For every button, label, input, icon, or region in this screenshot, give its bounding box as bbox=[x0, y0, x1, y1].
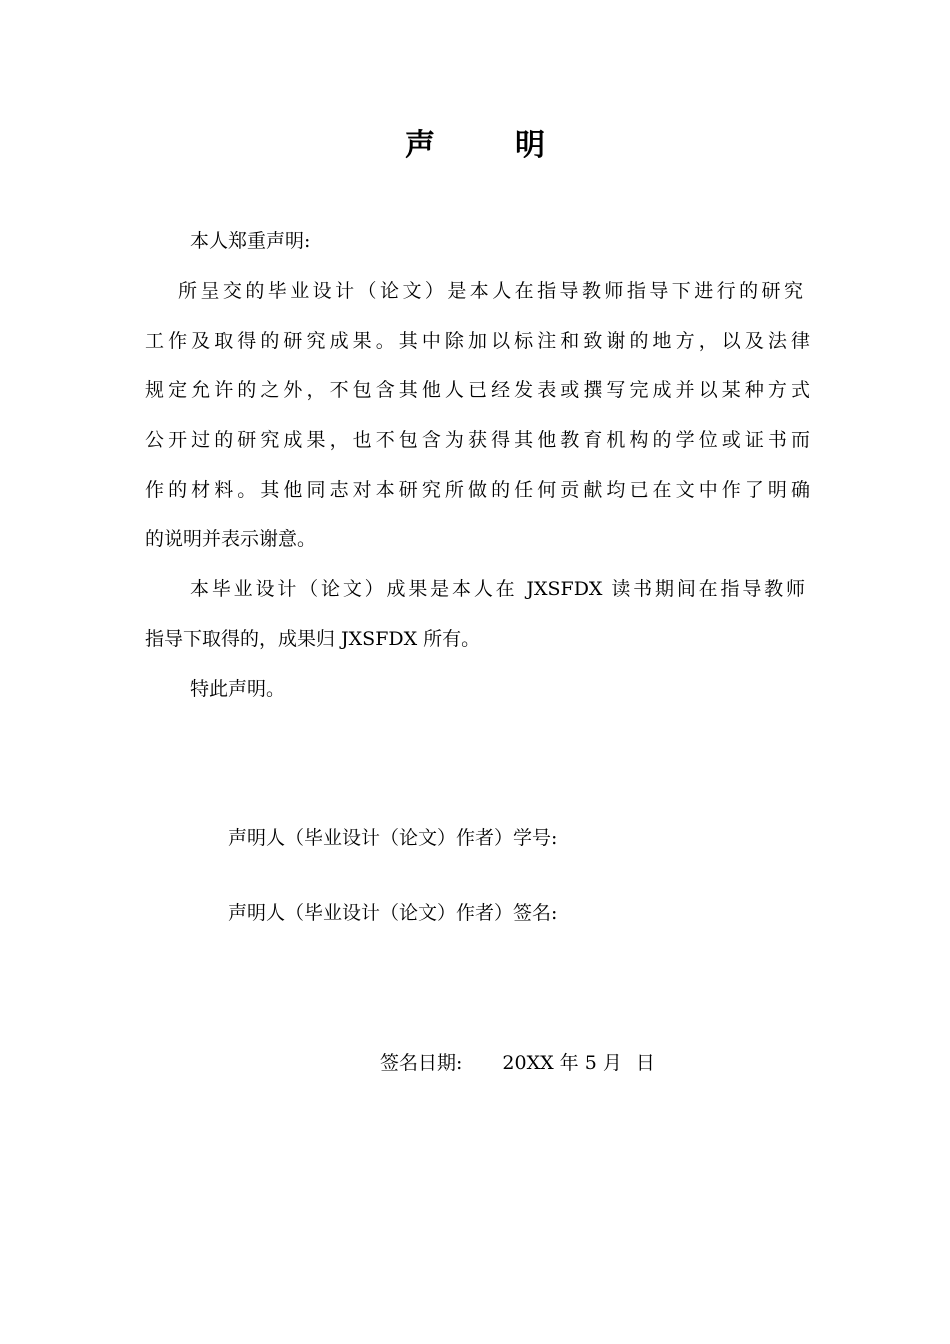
paragraph1-line-4: 公开过的研究成果，也不包含为获得其他教育机构的学位或证书而 bbox=[145, 429, 810, 451]
student-id-label: 声明人（毕业设计（论文）作者）学号: bbox=[228, 827, 558, 849]
signature-date bbox=[380, 1048, 655, 1078]
title-part-2: 明 bbox=[515, 128, 545, 163]
paragraph1-line-2: 工作及取得的研究成果。其中除加以标注和致谢的地方，以及法律 bbox=[145, 330, 810, 352]
paragraph2-line-1: 本毕业设计（论文）成果是本人在 JXSFDX 读书期间在指导教师 bbox=[190, 578, 805, 600]
paragraph2-line-2: 指导下取得的，成果归 JXSFDX 所有。 bbox=[145, 628, 481, 650]
paragraph1-line-6: 的说明并表示谢意。 bbox=[145, 528, 317, 550]
page-title bbox=[0, 120, 950, 164]
intro-line: 本人郑重声明: bbox=[190, 230, 311, 252]
closing-line: 特此声明。 bbox=[190, 678, 286, 700]
date-year: 20XX 年 bbox=[502, 1052, 579, 1074]
paragraph1-line-3: 规定允许的之外，不包含其他人已经发表或撰写完成并以某种方式 bbox=[145, 379, 810, 401]
paragraph1-line-5: 作的材料。其他同志对本研究所做的任何贡献均已在文中作了明确 bbox=[145, 479, 810, 501]
title-part-1: 声 bbox=[405, 128, 435, 163]
date-day: 日 bbox=[635, 1052, 655, 1074]
signature-label: 声明人（毕业设计（论文）作者）签名: bbox=[228, 902, 558, 924]
date-month: 5 月 bbox=[584, 1052, 622, 1074]
paragraph1-line-1: 所呈交的毕业设计（论文）是本人在指导教师指导下进行的研究 bbox=[178, 280, 803, 302]
date-label: 签名日期: bbox=[380, 1052, 463, 1074]
